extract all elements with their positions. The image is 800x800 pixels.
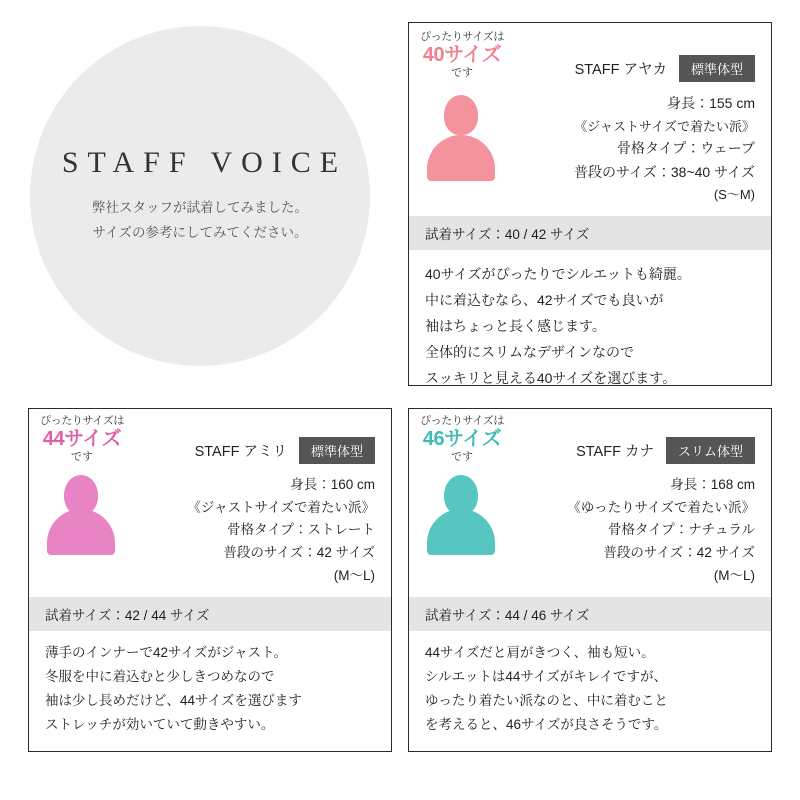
card-top-amiri bbox=[29, 409, 391, 591]
staff-card-ayaka bbox=[408, 22, 772, 386]
fit-size-bubble-kana bbox=[419, 415, 505, 463]
staff-card-kana bbox=[408, 408, 772, 752]
comment-ayaka bbox=[409, 250, 771, 401]
fit-size-bubble-ayaka bbox=[419, 31, 505, 79]
staff-name-kana: STAFF カナ bbox=[576, 444, 654, 460]
comment-line: 袖はちょっと長く感じます。 bbox=[425, 317, 606, 334]
usual-size-amiri: 普段のサイズ：42 サイズ bbox=[223, 545, 375, 561]
height-ayaka: 身長：155 cm bbox=[667, 95, 755, 111]
comment-line: 薄手のインナーで42サイズがジャスト。 bbox=[45, 645, 287, 661]
height-amiri: 身長：160 cm bbox=[290, 477, 375, 492]
comment-line: を考えると、46サイズが良さそうです。 bbox=[425, 717, 668, 733]
comment-kana bbox=[409, 631, 771, 747]
bubble-size-kana: 46サイズ bbox=[422, 427, 502, 450]
frame-type-ayaka: 骨格タイプ：ウェーブ bbox=[616, 140, 755, 157]
bubble-tail-ayaka: です bbox=[451, 66, 473, 79]
usual-size-sub-kana: (M〜L) bbox=[713, 567, 755, 583]
avatar-body-icon bbox=[427, 509, 495, 555]
comment-line: 中に着込むなら、42サイズでも良いが bbox=[425, 292, 664, 309]
profile-ayaka bbox=[519, 55, 761, 206]
preference-amiri: 《ジャストサイズで着たい派》 bbox=[187, 499, 375, 515]
bubble-size-amiri: 44サイズ bbox=[42, 427, 122, 450]
profile-header-amiri bbox=[139, 437, 375, 464]
comment-line: スッキリと見える40サイズを選びます。 bbox=[425, 369, 677, 386]
profile-kana bbox=[519, 437, 761, 587]
bubble-size-ayaka: 40サイズ bbox=[422, 43, 502, 66]
staff-voice-circle bbox=[30, 26, 370, 366]
fit-size-band-amiri: 試着サイズ：42 / 44 サイズ bbox=[29, 597, 391, 631]
avatar-ayaka bbox=[427, 95, 495, 181]
staff-name-ayaka: STAFF アヤカ bbox=[574, 62, 667, 78]
bubble-tail-amiri: です bbox=[71, 450, 93, 463]
comment-line: 袖は少し長めだけど、44サイズを選びます bbox=[45, 693, 302, 709]
frame-type-kana: 骨格タイプ：ナチュラル bbox=[607, 522, 755, 538]
usual-size-sub-amiri: (M〜L) bbox=[333, 567, 375, 583]
staff-voice-subtitle-line2: サイズの参考にしてみてください。 bbox=[92, 225, 308, 240]
usual-size-sub-ayaka: (S〜M) bbox=[713, 187, 755, 203]
staff-name-amiri: STAFF アミリ bbox=[194, 444, 287, 460]
staff-voice-subtitle bbox=[92, 196, 308, 246]
staff-voice-title: STAFF VOICE bbox=[61, 146, 348, 180]
comment-amiri bbox=[29, 631, 391, 747]
fit-size-bubble-amiri bbox=[39, 415, 125, 463]
card-top-ayaka bbox=[409, 23, 771, 210]
profile-amiri bbox=[139, 437, 381, 587]
card-top-kana bbox=[409, 409, 771, 591]
avatar-kana bbox=[427, 475, 495, 555]
usual-size-kana: 普段のサイズ：42 サイズ bbox=[603, 545, 755, 561]
comment-line: シルエットは44サイズがキレイですが、 bbox=[425, 669, 668, 685]
bubble-lead-kana: ぴったりサイズは bbox=[420, 415, 504, 427]
staff-card-amiri bbox=[28, 408, 392, 752]
bubble-lead-ayaka: ぴったりサイズは bbox=[420, 31, 504, 43]
body-type-badge-ayaka: 標準体型 bbox=[679, 55, 755, 82]
staff-voice-subtitle-line1: 弊社スタッフが試着してみました。 bbox=[92, 200, 308, 216]
preference-ayaka: 《ジャストサイズで着たい派》 bbox=[574, 118, 755, 134]
avatar-body-icon bbox=[427, 135, 495, 181]
avatar-body-icon bbox=[47, 509, 115, 555]
height-kana: 身長：168 cm bbox=[670, 477, 755, 492]
body-type-badge-amiri: 標準体型 bbox=[299, 437, 375, 464]
avatar-head-icon bbox=[444, 95, 478, 135]
comment-line: 44サイズだと肩がきつく、袖も短い。 bbox=[425, 645, 655, 661]
bubble-tail-kana: です bbox=[451, 450, 473, 463]
comment-line: ストレッチが効いていて動きやすい。 bbox=[45, 717, 275, 733]
preference-kana: 《ゆったりサイズで着たい派》 bbox=[567, 499, 755, 515]
comment-line: 冬服を中に着込むと少しきつめなので bbox=[45, 669, 275, 685]
comment-line: 40サイズがぴったりでシルエットも綺麗。 bbox=[425, 266, 691, 283]
bubble-lead-amiri: ぴったりサイズは bbox=[40, 415, 124, 427]
comment-line: 全体的にスリムなデザインなので bbox=[425, 343, 635, 360]
body-type-badge-kana: スリム体型 bbox=[666, 437, 755, 464]
avatar-amiri bbox=[47, 475, 115, 555]
frame-type-amiri: 骨格タイプ：ストレート bbox=[227, 522, 375, 538]
comment-line: ゆったり着たい派なのと、中に着むこと bbox=[425, 693, 668, 709]
usual-size-ayaka: 普段のサイズ：38~40 サイズ bbox=[574, 163, 755, 180]
profile-header-ayaka bbox=[519, 55, 755, 82]
fit-size-band-kana: 試着サイズ：44 / 46 サイズ bbox=[409, 597, 771, 631]
fit-size-band-ayaka: 試着サイズ：40 / 42 サイズ bbox=[409, 216, 771, 250]
profile-header-kana bbox=[519, 437, 755, 464]
